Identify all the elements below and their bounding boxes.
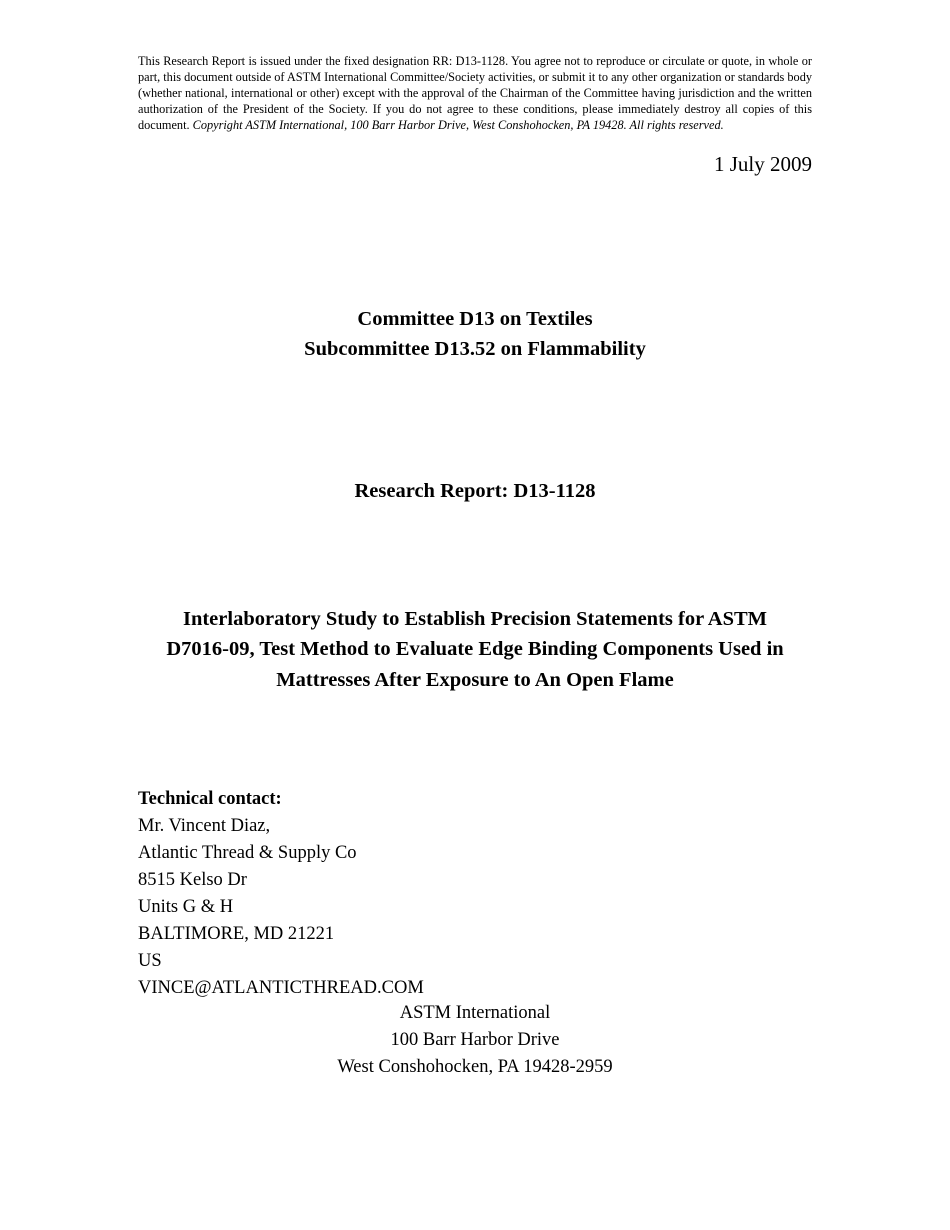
disclaimer-text: This Research Report is issued under the fixed designation RR: D13-1128. You agree not to reproduce or circulate or quote, in whole or part, this document outside of ASTM International Committee/Society activities, or submit it to any other organization or standards body (whether national, international or other) except with the approval of the Chairman of the Committee having jurisdiction and the written authorization of the President of the Society. If you do not agree to these conditions, please immediately destroy all copies of this document. (138, 54, 812, 132)
contact-country: US (138, 951, 162, 971)
publisher-city: West Conshohocken, PA 19428-2959 (337, 1057, 613, 1077)
subcommittee-name: Subcommittee D13.52 on Flammability (304, 337, 646, 360)
publisher-name: ASTM International (399, 1003, 551, 1023)
legal-disclaimer (138, 54, 812, 134)
report-number: Research Report: D13-1128 (354, 480, 596, 502)
committee-name: Committee D13 on Textiles (357, 308, 593, 330)
contact-heading: Technical contact: (138, 789, 282, 809)
contact-name: Mr. Vincent Diaz, (138, 816, 271, 836)
contact-email: VINCE@ATLANTICTHREAD.COM (138, 978, 424, 998)
contact-company: Atlantic Thread & Supply Co (138, 843, 357, 863)
page-title: Interlaboratory Study to Establish Precision Statements for ASTM D7016-09, Test Method to Evaluate Edge Binding Components Used in Mattresses After Exposure to An Open Flame (166, 608, 784, 691)
contact-units: Units G & H (138, 897, 234, 917)
disclaimer-copyright: Copyright ASTM International, 100 Barr Harbor Drive, West Conshohocken, PA 19428. All rights reserved. (192, 117, 724, 132)
contact-street: 8515 Kelso Dr (138, 870, 247, 890)
technical-contact-block (138, 786, 424, 1002)
committee-block (0, 305, 950, 364)
publisher-street: 100 Barr Harbor Drive (390, 1030, 560, 1050)
document-date: 1 July 2009 (713, 152, 812, 176)
contact-city-state-zip: BALTIMORE, MD 21221 (138, 924, 335, 944)
publisher-address (0, 1000, 950, 1081)
